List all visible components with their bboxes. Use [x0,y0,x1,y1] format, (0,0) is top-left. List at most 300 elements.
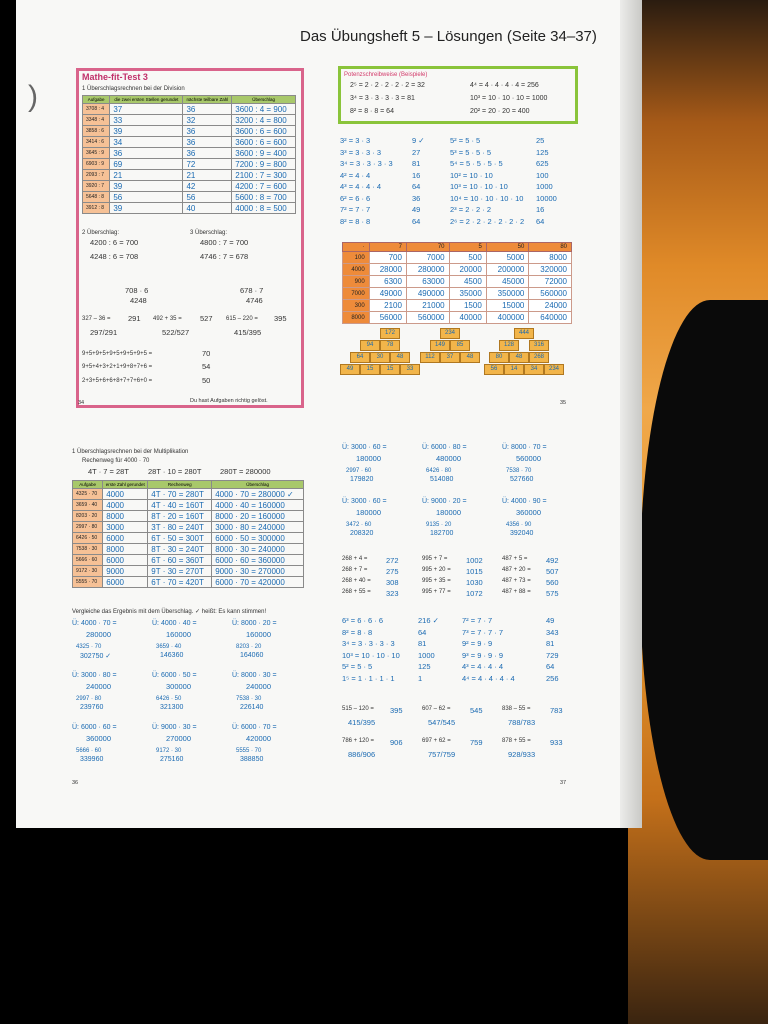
calc-result: 208320 [350,530,374,537]
sub-fraction: 788/783 [508,718,536,727]
table-cell: 4000 [103,489,148,500]
table-cell: 37 [110,104,183,115]
pyramid-brick: 33 [400,364,420,375]
ue-expression: Ü: 6000 · 80 = [422,444,467,451]
addition-result: 1015 [466,567,483,576]
power-expression: 3⁴ = 3 · 3 · 3 · 3 [340,159,393,168]
power-expression: 7² = 7 · 7 [462,616,493,625]
power-result: 27 [412,147,421,157]
table-cell: 40000 [449,312,486,324]
calc-result: 275160 [160,756,184,763]
ue-result: 480000 [436,454,462,463]
addition-result: 492 [546,556,559,565]
addition-result: 275 [386,567,399,576]
page-edge [620,0,642,828]
addition-result: 560 [546,578,559,587]
ue-expression: Ü: 3000 · 60 = [342,498,387,505]
power-result: 1 [418,673,423,683]
frac-2: 522/527 [162,328,190,337]
ue-result: 360000 [86,734,112,743]
table-cell: 42 [183,181,232,192]
table-cell: 36 [183,137,232,148]
sub-task: 786 + 120 = [342,738,375,744]
sub-result: 783 [550,706,563,715]
table-cell: 72 [183,159,232,170]
rechenweg-step-1: 4T · 7 = 28T [88,467,129,476]
table-cell: 490000 [406,288,449,300]
table-cell: 6000 · 70 = 420000 [212,577,304,588]
table-cell: 35000 [449,288,486,300]
addition-task: 487 + 20 = [502,567,531,573]
potenz-title: Potenzschreibweise (Beispiele) [344,72,428,78]
ue-result: 300000 [166,682,192,691]
ue-expression: Ü: 6000 · 70 = [232,724,277,731]
ue-exercises-37 [342,444,582,554]
potenz-example: 10³ = 10 · 10 · 10 = 1000 [470,95,548,102]
ue-result: 160000 [166,630,192,639]
table-cell: 3000 · 80 = 240000 [212,522,304,533]
table-row [343,276,572,288]
calc-task: 3472 · 60 [346,522,372,528]
division-b: 4746 : 7 = 678 [200,252,249,261]
calc-result: 164060 [240,652,264,659]
calc-result: 182700 [430,530,454,537]
sub-task: 697 + 62 = [422,738,451,744]
table-cell: 24000 [529,300,572,312]
table-header: Aufgabe [73,481,103,489]
power-result: 64 [546,662,555,671]
power-result: 25 [536,136,545,145]
table-cell: 350000 [486,288,529,300]
page-number-37: 37 [560,780,567,786]
power-result: 36 [412,193,421,203]
section-heading: 1 Überschlagsrechnen bei der Division [82,86,185,92]
power-result: 125 [536,147,549,157]
sub-fraction: 886/906 [348,750,376,759]
ue-expression: Ü: 3000 · 80 = [72,672,117,679]
table-cell: 5000 [486,252,529,264]
ue-result: 280000 [86,630,112,639]
pyramid-brick: 94 [360,340,380,351]
calc-result: 392040 [510,530,534,537]
table-cell: 49000 [369,288,406,300]
table-cell: 1500 [449,300,486,312]
page-number-35: 35 [560,400,567,406]
power-result: 64 [418,627,427,637]
ue-expression: Ü: 8000 · 30 = [232,672,277,679]
table-cell: 32 [183,115,232,126]
addition-result: 1072 [466,589,483,598]
table-cell: 56000 [369,312,406,324]
ue-result: 160000 [246,630,272,639]
sum-1: 9+5+9+5+9+5+9+5+9+5 = [82,351,153,357]
pyramid-brick: 444 [514,328,534,339]
ue-expression: Ü: 9000 · 20 = [422,498,467,505]
table-cell: 640000 [529,312,572,324]
table-cell: 200000 [486,264,529,276]
addition-exercises [342,556,582,606]
addition-task: 487 + 5 = [502,556,528,562]
footer-text: Du hast Aufgaben richtig gelöst. [190,398,268,404]
table-row [83,126,296,137]
table-cell: 56 [110,192,183,203]
power-expression: 2⁶ = 2 · 2 · 2 · 2 · 2 · 2 [450,216,525,226]
power-result: 10000 [536,193,557,203]
sub-fraction: 547/545 [428,718,456,727]
table-cell: 36 [183,126,232,137]
ue-result: 360000 [516,508,542,517]
table-header: 80 [529,243,572,252]
table-cell: 28000 [369,264,406,276]
table-header: Überschlag [212,481,304,489]
power-expression: 9³ = 9 · 9 · 9 [462,650,504,660]
power-result: 729 [546,650,559,660]
power-expression: 5³ = 5 · 5 · 5 [450,147,492,157]
ue-exercises-36 [72,620,312,770]
table-cell: 6T · 60 = 360T [148,555,212,566]
addition-task: 995 + 7 = [422,556,448,562]
table-row [83,181,296,192]
power-expression: 8² = 8 · 8 [340,216,371,226]
number-pyramids [340,328,580,390]
addition-result: 323 [386,589,399,598]
table-row [73,500,304,511]
table-cell: 4000 [103,500,148,511]
table-cell: 8000 [103,511,148,522]
binding-mark: ) [28,80,38,113]
pyramid-brick: 49 [340,364,360,375]
addition-result: 1002 [466,556,483,565]
table-cell: 500 [449,252,486,264]
ue-result: 420000 [246,734,272,743]
ue-result: 180000 [356,508,382,517]
table-cell: 900 [343,276,370,288]
power-expression: 3² = 3 · 3 [340,136,371,145]
power-expression: 7³ = 7 · 7 · 7 [462,627,504,637]
table-cell: 3414 : 6 [83,137,110,148]
table-header: erste Zahl gerundet [103,481,148,489]
power-result: 81 [412,159,421,168]
division-b-result: 4746 [246,296,263,305]
table-cell: 4200 : 7 = 600 [232,181,296,192]
table-cell: 3348 : 4 [83,115,110,126]
table-cell: 39 [110,126,183,137]
power-result: 9 ✓ [412,136,425,145]
ue-expression: Ü: 4000 · 70 = [72,620,117,627]
calc-2: 492 + 35 = [153,316,182,322]
sub-task: 838 – 55 = [502,706,531,712]
table-header: 7 [369,243,406,252]
table-row [73,489,304,500]
power-expression: 3⁴ = 3 · 3 · 3 · 3 [342,639,395,648]
power-expression: 2³ = 2 · 2 · 2 [450,205,492,214]
page-title: Das Übungsheft 5 – Lösungen (Seite 34–37) [300,28,597,45]
pyramid-brick: 56 [484,364,504,375]
table-cell: 6000 [103,555,148,566]
sub-result: 933 [550,738,563,747]
compare-note: Vergleiche das Ergebnis mit dem Überschlag. ✓ heißt: Es kann stimmen! [72,609,267,615]
table-cell: 400000 [486,312,529,324]
ue-expression: Ü: 8000 · 20 = [232,620,277,627]
page-number-34: 34 [78,400,85,406]
multiplication-table [342,242,572,324]
table-row [343,252,572,264]
table-cell: 7538 · 30 [73,544,103,555]
sum-2-result: 54 [202,362,211,371]
pyramid-brick: 78 [380,340,400,351]
sub-fraction: 757/759 [428,750,456,759]
table-cell: 280000 [406,264,449,276]
pyramid-brick: 37 [440,352,460,363]
ue-expression: Ü: 9000 · 30 = [152,724,197,731]
division-b-check: 678 · 7 [240,286,264,295]
pyramid-brick: 14 [504,364,524,375]
table-cell: 100 [343,252,370,264]
calc-task: 7538 · 30 [236,696,262,702]
power-expression: 4⁴ = 4 · 4 · 4 · 4 [462,673,515,683]
table-row [73,533,304,544]
table-cell: 2997 · 80 [73,522,103,533]
addition-task: 268 + 4 = [342,556,368,562]
table-cell: 3600 : 6 = 600 [232,126,296,137]
table-cell: 8203 · 20 [73,511,103,522]
division-table [82,95,296,214]
pyramid-brick: 15 [360,364,380,375]
power-result: 625 [536,159,549,168]
addition-task: 995 + 20 = [422,567,451,573]
power-expression: 3³ = 3 · 3 · 3 [340,147,382,157]
power-result: 64 [412,182,421,191]
calc-task: 9172 · 30 [156,748,182,754]
table-cell: 8000 · 20 = 160000 [212,511,304,522]
calc-result: 527660 [510,476,534,483]
table-cell: 560000 [406,312,449,324]
power-result: 64 [536,216,545,226]
table-cell: 4T · 40 = 160T [148,500,212,511]
table-header: Rechenweg [148,481,212,489]
calc-result: 179820 [350,476,374,483]
table-cell: 21 [110,170,183,181]
multiplication-ue-table [72,480,304,588]
ue-expression: Ü: 6000 · 50 = [152,672,197,679]
table-cell: 45000 [486,276,529,288]
table-cell: 3T · 80 = 240T [148,522,212,533]
table-cell: 4000 · 40 = 160000 [212,500,304,511]
power-expression: 4² = 4 · 4 [340,170,371,180]
addition-result: 575 [546,589,559,598]
table-cell: 4T · 70 = 280T [148,489,212,500]
pyramid-brick: 48 [460,352,480,363]
ue-result: 560000 [516,454,542,463]
calc-task: 2997 · 80 [76,696,102,702]
ue-expression: Ü: 8000 · 70 = [502,444,547,451]
ue-a: 4200 : 6 = 700 [90,238,139,247]
pyramid-brick: 268 [529,352,549,363]
table-cell: 7000 [343,288,370,300]
page-number-36: 36 [72,780,79,786]
potenz-example: 2⁵ = 2 · 2 · 2 · 2 · 2 = 32 [350,82,425,89]
sub-result: 545 [470,706,483,715]
table-cell: 21000 [406,300,449,312]
power-expression: 4³ = 4 · 4 · 4 [462,662,504,671]
table-cell: 4000 · 70 = 280000 ✓ [212,489,304,500]
power-result: 100 [536,170,549,180]
table-cell: 20000 [449,264,486,276]
pyramid-brick: 34 [524,364,544,375]
addition-task: 268 + 40 = [342,578,371,584]
table-cell: 6T · 50 = 300T [148,533,212,544]
potenz-example: 4⁴ = 4 · 4 · 4 · 4 = 256 [470,82,539,89]
ue-result: 240000 [86,682,112,691]
table-cell: 3858 : 6 [83,126,110,137]
table-cell: 8T · 20 = 160T [148,511,212,522]
power-result: 125 [418,662,431,671]
table-cell: 9000 [103,566,148,577]
table-header: 50 [486,243,529,252]
table-cell: 9000 · 30 = 270000 [212,566,304,577]
table-row [343,300,572,312]
power-expression: 5⁴ = 5 · 5 · 5 · 5 [450,159,503,168]
table-cell: 3912 : 8 [83,203,110,214]
sub-result: 759 [470,738,483,747]
power-expression: 10³ = 10 · 10 · 10 [342,650,400,660]
rechenweg-step-2: 28T · 10 = 280T [148,467,202,476]
power-result: 343 [546,627,559,637]
background-shadow [640,300,768,860]
table-cell: 300 [343,300,370,312]
table-cell: 3920 : 7 [83,181,110,192]
potenz-example: 20² = 20 · 20 = 400 [470,108,530,115]
pyramid-brick: 316 [529,340,549,351]
table-cell: 2093 : 7 [83,170,110,181]
sub-task: 607 – 62 = [422,706,451,712]
power-result: 216 ✓ [418,616,439,625]
calc-task: 5666 · 60 [76,748,102,754]
power-result: 16 [412,170,421,180]
calc-result: 146360 [160,652,184,659]
table-cell: 3000 [103,522,148,533]
table-header: · [343,243,370,252]
power-result: 81 [418,639,427,648]
potenz-example: 3⁴ = 3 · 3 · 3 · 3 = 81 [350,95,415,102]
table-cell: 4000 : 8 = 500 [232,203,296,214]
power-expression: 7² = 7 · 7 [340,205,371,214]
table-row [83,137,296,148]
addition-result: 308 [386,578,399,587]
ue-expression: Ü: 6000 · 60 = [72,724,117,731]
ue-result: 270000 [166,734,192,743]
power-result: 16 [536,205,545,214]
power-expression: 10³ = 10 · 10 · 10 [450,182,508,191]
table-cell: 5600 : 8 = 700 [232,192,296,203]
table-row [83,203,296,214]
table-cell: 9T · 30 = 270T [148,566,212,577]
pyramid-brick: 234 [544,364,564,375]
division-a-result: 4248 [130,296,147,305]
division-a: 4248 : 6 = 708 [90,252,139,261]
table-cell: 21 [183,170,232,181]
addition-result: 1030 [466,578,483,587]
calc-task: 5555 · 70 [236,748,262,754]
sub-task: 515 – 120 = [342,706,374,712]
power-expression: 4³ = 4 · 4 · 4 [340,182,382,191]
ue-label-b: 3 Überschlag: [190,230,228,236]
table-cell: 36 [110,148,183,159]
calc-3-result: 395 [274,314,287,323]
sub-exercises [342,706,582,770]
table-row [343,264,572,276]
power-expression: 5² = 5 · 5 [342,662,373,671]
calc-task: 2997 · 60 [346,468,372,474]
pyramid-brick: 128 [499,340,519,351]
rechenweg-label: Rechenweg für 4000 · 70 [82,458,150,464]
table-cell: 2100 : 7 = 300 [232,170,296,181]
sub-result: 395 [390,706,403,715]
table-cell: 8000 [529,252,572,264]
table-row [73,555,304,566]
table-cell: 5666 · 60 [73,555,103,566]
calc-task: 6426 · 50 [156,696,182,702]
calc-task: 4356 · 90 [506,522,532,528]
table-cell: 6000 [103,533,148,544]
section-heading-mult: 1 Überschlagsrechnen bei der Multiplikation [72,449,189,455]
table-cell: 8000 · 30 = 240000 [212,544,304,555]
addition-result: 272 [386,556,399,565]
table-cell: 3659 · 40 [73,500,103,511]
power-result: 256 [546,673,559,683]
addition-task: 268 + 55 = [342,589,371,595]
table-row [83,148,296,159]
table-cell: 8T · 30 = 240T [148,544,212,555]
table-row [73,566,304,577]
table-cell: 36 [183,104,232,115]
table-row [73,544,304,555]
table-cell: 3600 : 4 = 900 [232,104,296,115]
table-cell: 4000 [343,264,370,276]
calc-1: 327 – 36 = [82,316,111,322]
ue-result: 240000 [246,682,272,691]
table-row [83,170,296,181]
table-cell: 34 [110,137,183,148]
table-cell: 8000 [103,544,148,555]
table-cell: 63000 [406,276,449,288]
table-cell: 3200 : 4 = 800 [232,115,296,126]
power-expression: 1⁵ = 1 · 1 · 1 · 1 [342,673,395,683]
pyramid-brick: 30 [370,352,390,363]
power-expression: 6³ = 6 · 6 · 6 [342,616,384,625]
table-cell: 69 [110,159,183,170]
addition-task: 487 + 73 = [502,578,531,584]
calc-task: 6426 · 80 [426,468,452,474]
table-cell: 5555 · 70 [73,577,103,588]
table-cell: 3600 : 9 = 400 [232,148,296,159]
sum-3-result: 50 [202,376,211,385]
table-cell: 6000 [103,577,148,588]
table-row [83,159,296,170]
power-expression: 8² = 8 · 8 [342,627,373,637]
table-cell: 6T · 70 = 420T [148,577,212,588]
table-cell: 7000 [406,252,449,264]
table-cell: 3708 : 4 [83,104,110,115]
addition-result: 507 [546,567,559,576]
division-a-check: 708 · 6 [125,286,149,295]
sub-result: 906 [390,738,403,747]
table-row [83,115,296,126]
table-cell: 6426 · 50 [73,533,103,544]
pyramid-brick: 112 [420,352,440,363]
addition-task: 268 + 7 = [342,567,368,573]
sub-fraction: 928/933 [508,750,536,759]
